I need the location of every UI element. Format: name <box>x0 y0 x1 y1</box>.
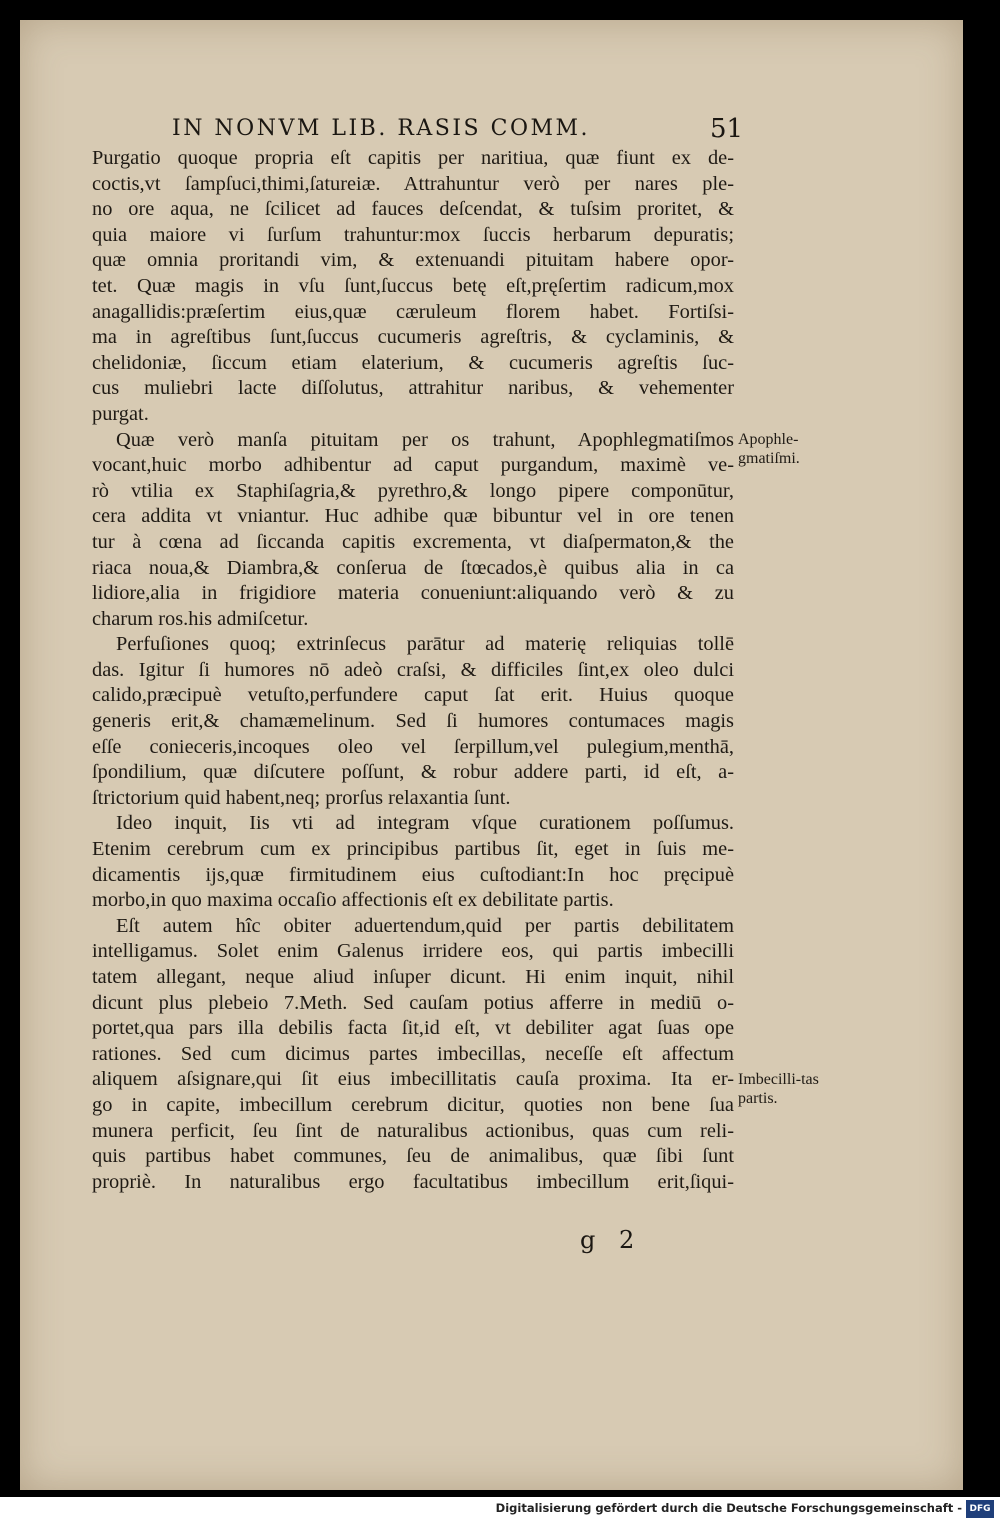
book-page <box>20 20 963 1490</box>
text-line: das. Igitur ſi humores nō adeò craſsi, & difficiles ſint,ex oleo dulci <box>92 658 734 681</box>
text-line: riaca noua,& Diambra,& conſerua de ſtœcados,è quibus alia in ca <box>92 556 734 579</box>
text-line: purgat. <box>92 402 149 425</box>
text-line: ſpondilium, quæ diſcutere poſſunt, & robur addere parti, id eſt, a- <box>92 761 734 784</box>
footer-credit: Digitalisierung gefördert durch die Deutsche Forschungsgemeinschaft - <box>495 1501 962 1515</box>
page-content <box>20 20 963 1490</box>
text-line: tur à cœna ad ſiccanda capitis excrementa, vt diaſpermaton,& the <box>92 530 734 553</box>
text-line: tet. Quæ magis in vſu ſunt,ſuccus betę eſt,pręſertim radicum,mox <box>92 274 734 297</box>
margin-note: Apophle-gmatiſmi. <box>738 430 800 467</box>
text-line: charum ros.his admiſcetur. <box>92 607 309 630</box>
text-line: intelligamus. Solet enim Galenus irridere eos, qui partis imbecilli <box>92 940 734 963</box>
text-line: ſtrictorium quid habent,neq; prorſus relaxantia ſunt. <box>92 786 511 809</box>
text-line: dicunt plus plebeio 7.Meth. Sed cauſam potius afferre in mediū o- <box>92 991 734 1014</box>
running-header: IN NONVM LIB. RASIS COMM. <box>172 116 591 141</box>
text-line: rationes. Sed cum dicimus partes imbecillas, neceſſe eſt affectum <box>92 1042 734 1065</box>
page-number: 51 <box>710 114 744 144</box>
text-line: Etenim cerebrum cum ex principibus partibus ſit, eget in ſuis me- <box>92 838 734 861</box>
text-line: cus muliebri lacte diſſolutus, attrahitur naribus, & vehementer <box>92 377 734 400</box>
text-line: eſſe conieceris,incoques oleo vel ſerpillum,vel pulegium,menthā, <box>92 735 734 758</box>
text-line: generis erit,& chamæmelinum. Sed ſi humores contumaces magis <box>92 710 734 733</box>
text-line: Perfuſiones quoq; extrinſecus parātur ad materię reliquias tollē <box>116 633 734 656</box>
footer-band <box>0 1497 1000 1523</box>
text-line: quæ omnia proritandi vim, & extenuandi pituitam habere opor- <box>92 249 734 272</box>
text-line: calido,præcipuè vetuſto,perfundere caput ſat erit. Huius quoque <box>92 684 734 707</box>
text-line: quia maiore vi ſurſum trahuntur:mox ſuccis herbarum depuratis; <box>92 223 734 246</box>
body-text <box>92 146 734 1195</box>
text-line: Purgatio quoque propria eſt capitis per naritiua, quæ fiunt ex de- <box>92 147 734 169</box>
text-line: Ideo inquit, Iis vti ad integram vſque curationem poſſumus. <box>116 812 734 835</box>
text-line: quis partibus habet communes, ſeu de animalibus, quæ ſibi ſunt <box>92 1145 734 1168</box>
text-line: Eſt autem hîc obiter aduertendum,quid per partis debilitatem <box>116 914 734 937</box>
text-line: propriè. In naturalibus ergo facultatibus imbecillum erit,ſiqui- <box>92 1170 734 1193</box>
margin-note: Imbecilli-tas partis. <box>738 1070 819 1107</box>
text-line: dicamentis ijs,quæ firmitudinem eius cuſtodiant:In hoc pręcipuè <box>92 863 734 886</box>
text-line: chelidoniæ, ſiccum etiam elaterium, & cucumeris agreſtis ſuc- <box>92 351 734 374</box>
text-line: rò vtilia ex Staphiſagria,& pyrethro,& longo pipere componūtur, <box>92 479 734 502</box>
text-line: cera addita vt vniantur. Huc adhibe quæ bibuntur vel in ore tenen <box>92 505 734 528</box>
text-line: lidiore,alia in frigidiore materia conueniunt:aliquando verò & zu <box>92 582 734 605</box>
text-line: morbo,in quo maxima occaſio affectionis eſt ex debilitate partis. <box>92 889 614 912</box>
text-line: tatem allegant, neque aliud inſuper dicunt. Hi enim inquit, nihil <box>92 966 734 988</box>
text-line: go in capite, imbecillum cerebrum dicitur, quoties non bene ſua <box>92 1093 734 1116</box>
text-line: portet,qua pars illa debilis facta ſit,id eſt, vt debiliter agat ſuas ope <box>92 1017 734 1040</box>
text-line: Quæ verò manſa pituitam per os trahunt, Apophlegmatiſmos <box>116 428 734 451</box>
text-line: no ore aqua, ne ſcilicet ad fauces deſcendat, & tuſsim proritet, & <box>92 198 734 221</box>
dfg-logo: DFG <box>966 1500 994 1518</box>
text-line: anagallidis:præſertim eius,quæ cæruleum florem habet. Fortiſsi- <box>92 300 734 323</box>
text-line: vocant,huic morbo adhibentur ad caput purgandum, maximè ve- <box>92 454 734 477</box>
text-line: ma in agreſtibus ſunt,ſuccus cucumeris agreſtris, & cyclaminis, & <box>92 326 734 349</box>
signature-mark: g 2 <box>580 1226 643 1254</box>
text-line: aliquem aſsignare,qui ſit eius imbecillitatis cauſa proxima. Ita er- <box>92 1068 734 1091</box>
text-line: coctis,vt ſampſuci,thimi,ſatureiæ. Attrahuntur verò per nares ple- <box>92 172 734 195</box>
text-line: munera perficit, ſeu ſint de naturalibus actionibus, quas cum reli- <box>92 1119 734 1142</box>
